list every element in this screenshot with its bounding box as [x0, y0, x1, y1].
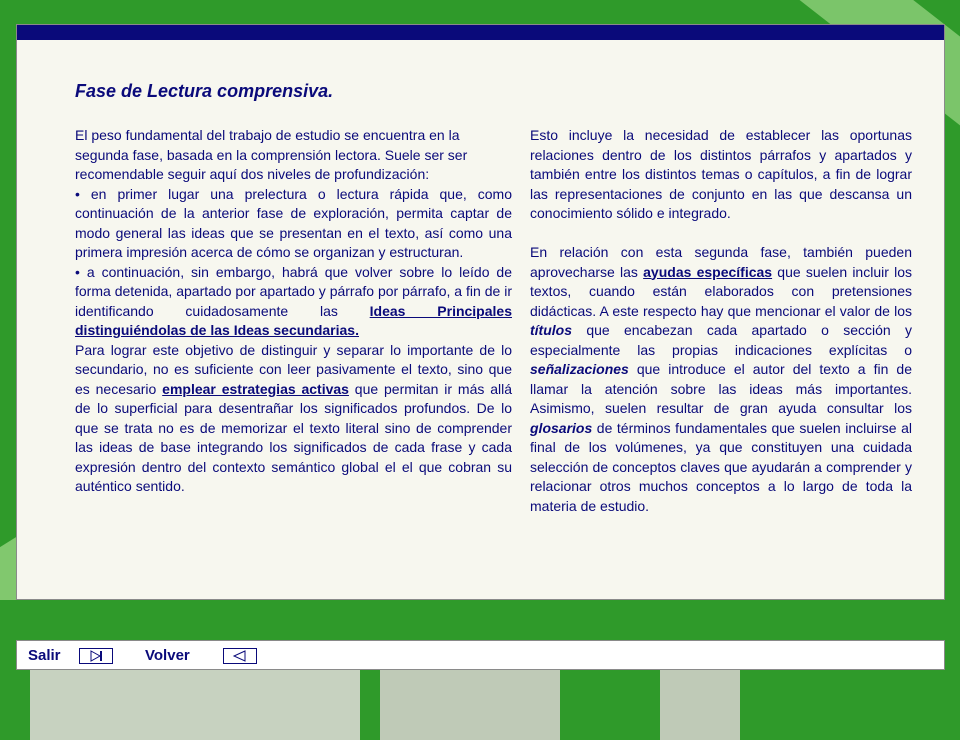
- emphasis-text: señalizaciones: [530, 361, 629, 377]
- footer-nav-bar: [16, 640, 945, 670]
- triangle-left-icon: [224, 649, 256, 663]
- bullet-item: [75, 263, 512, 341]
- ideas-principales-link[interactable]: Ideas Principales distinguiéndolas de las Ideas secundarias.: [75, 302, 512, 338]
- content-panel: [16, 24, 945, 600]
- bullet-text: • en primer lugar una prelectura o lectura rápida que, como continuación de la anterior fase de exploración, permita captar de modo general las ideas que se presentan en el texto, así como una primera impresión acerca de cómo se organizan y estructuran.: [75, 185, 512, 260]
- relations-paragraph: [530, 126, 912, 224]
- emphasis-text: glosarios: [530, 419, 593, 436]
- paragraph-text: que introduce el autor del texto a fin de llamar la atención sobre las ideas más importantes. Asimismo, suelen resultar de gran ayuda consultar los: [530, 361, 912, 416]
- paragraph-text: que encabezan cada apartado o sección y especialmente las propias indicaciones explícitas o: [530, 322, 912, 358]
- intro-paragraph: [75, 126, 512, 185]
- background-band: [0, 600, 960, 640]
- back-label[interactable]: Volver: [145, 647, 190, 664]
- left-column: [75, 126, 512, 497]
- panel-header-bar: [17, 25, 944, 40]
- paragraph-text: Para lograr este objetivo de distinguir y separar lo importante de lo secundario, no es suficiente con leer pasivamente el texto, sino que es necesario: [75, 341, 512, 397]
- right-column: [530, 126, 912, 516]
- paragraph-text: que permitan ir más allá de lo superficial para desentrañar los significados profundos. De lo que se trata no es de memorizar el texto literal sino de comprender las ideas de base integrando los significados de cada frase y cada expresión dentro del contexto semántico global el el que cobran su auténtico sentido.: [75, 380, 512, 494]
- exit-button[interactable]: [79, 648, 113, 664]
- page-title: Fase de Lectura comprensiva.: [75, 81, 334, 101]
- bullet-text: • a continuación, sin embargo, habrá que volver sobre lo leído de forma detenida, apartado por apartado y párrafo por párrafo, a fin de ir identificando cuidadosamente las: [75, 263, 512, 319]
- back-button[interactable]: [223, 648, 257, 664]
- exit-label[interactable]: Salir: [28, 647, 61, 664]
- estrategias-activas-link[interactable]: emplear estrategias activas: [162, 380, 349, 397]
- bullet-item: [75, 185, 512, 263]
- emphasis-text: títulos: [530, 322, 572, 338]
- paragraph-text: Esto incluye la necesidad de establecer las oportunas relaciones dentro de los distintos párrafos y apartados y también entre los distintos temas o capítulos, a fin de lograr las representaciones de conjunto en las que descansa un conocimiento sólido e integrado.: [530, 127, 912, 221]
- paragraph-text: de términos fundamentales que suelen incluirse al final de los volúmenes, ya que constituyen una cuidada selección de conceptos claves que ayudarán a comprender y relacionar otros muchos conceptos a lo largo de toda la materia de estudio.: [530, 419, 912, 514]
- intro-text: El peso fundamental del trabajo de estudio se encuentra en la segunda fase, basada en la comprensión lectora. Suele ser ser recomendable seguir aquí dos niveles de profundización:: [75, 127, 468, 182]
- play-end-icon: [80, 649, 112, 663]
- paragraph-text: que suelen incluir los textos, cuando están elaborados con pretensiones didácticas. A este respecto hay que mencionar el valor de los: [530, 263, 912, 319]
- strategy-paragraph: [75, 341, 512, 497]
- ayudas-especificas-link[interactable]: ayudas específicas: [643, 263, 773, 280]
- paragraph-text: En relación con esta segunda fase, también pueden aprovecharse las: [530, 244, 912, 280]
- aids-paragraph: [530, 243, 912, 516]
